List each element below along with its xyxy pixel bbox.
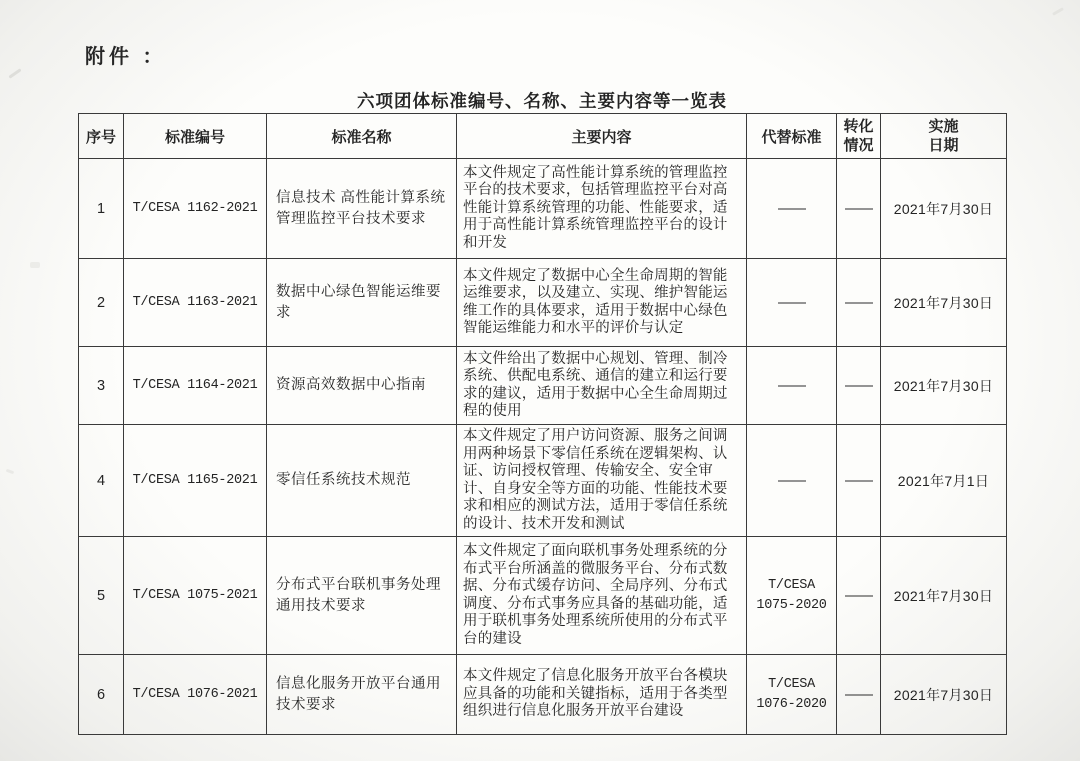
cell-conversion-status: ——: [837, 347, 881, 425]
cell-replaced-standard: T/CESA 1075-2020: [747, 537, 837, 655]
scan-artifact: [1052, 7, 1064, 16]
cell-main-content: 本文件规定了数据中心全生命周期的智能运维要求，以及建立、实现、维护智能运维工作的具体要求，适用于数据中心绿色智能运维能力和水平的评价与认定: [457, 259, 747, 347]
header-standard-code: 标准编号: [124, 114, 267, 159]
cell-replaced-standard: ——: [747, 259, 837, 347]
table-row: [79, 425, 1007, 537]
cell-standard-name: 数据中心绿色智能运维要求: [267, 259, 457, 347]
cell-standard-name: 资源高效数据中心指南: [267, 347, 457, 425]
cell-main-content: 本文件规定了用户访问资源、服务之间调用两种场景下零信任系统在逻辑架构、认证、访问授权管理、传输安全、安全审计、自身安全等方面的功能、性能技术要求和相应的测试方法，适用于零信任系统的设计、技术开发和测试: [457, 425, 747, 537]
cell-seq-no: 1: [79, 159, 124, 259]
table-row: [79, 159, 1007, 259]
cell-conversion-status: ——: [837, 159, 881, 259]
header-conversion-status: 转化情况: [837, 114, 881, 159]
cell-implementation-date: 2021年7月30日: [881, 159, 1007, 259]
cell-seq-no: 4: [79, 425, 124, 537]
cell-conversion-status: ——: [837, 425, 881, 537]
header-implementation-date: 实施日期: [881, 114, 1007, 159]
cell-replaced-standard: ——: [747, 159, 837, 259]
cell-standard-name: 分布式平台联机事务处理通用技术要求: [267, 537, 457, 655]
cell-implementation-date: 2021年7月30日: [881, 347, 1007, 425]
cell-main-content: 本文件规定了信息化服务开放平台各模块应具备的功能和关键指标，适用于各类型组织进行信息化服务开放平台建设: [457, 655, 747, 735]
page-title: 六项团体标准编号、名称、主要内容等一览表: [357, 91, 727, 111]
cell-replaced-standard: ——: [747, 347, 837, 425]
cell-standard-code: T/CESA 1165-2021: [124, 425, 267, 537]
cell-standard-name: 信息技术 高性能计算系统管理监控平台技术要求: [267, 159, 457, 259]
cell-standard-name: 信息化服务开放平台通用技术要求: [267, 655, 457, 735]
cell-standard-code: T/CESA 1163-2021: [124, 259, 267, 347]
header-seq-no: 序号: [79, 114, 124, 159]
header-standard-name: 标准名称: [267, 114, 457, 159]
cell-conversion-status: ——: [837, 259, 881, 347]
cell-replaced-standard: ——: [747, 425, 837, 537]
table-header-row: [79, 114, 1007, 159]
cell-standard-name: 零信任系统技术规范: [267, 425, 457, 537]
cell-standard-code: T/CESA 1075-2021: [124, 537, 267, 655]
header-main-content: 主要内容: [457, 114, 747, 159]
standards-table: [78, 113, 1007, 735]
cell-main-content: 本文件规定了高性能计算系统的管理监控平台的技术要求，包括管理监控平台对高性能计算系统管理的功能、性能要求，适用于高性能计算系统管理监控平台的设计和开发: [457, 159, 747, 259]
scan-artifact: [8, 68, 21, 78]
attachment-label: 附件 ：: [85, 46, 167, 68]
cell-replaced-standard: T/CESA 1076-2020: [747, 655, 837, 735]
cell-standard-code: T/CESA 1076-2021: [124, 655, 267, 735]
table-row: [79, 537, 1007, 655]
cell-seq-no: 3: [79, 347, 124, 425]
cell-implementation-date: 2021年7月30日: [881, 259, 1007, 347]
table-row: [79, 259, 1007, 347]
cell-standard-code: T/CESA 1162-2021: [124, 159, 267, 259]
cell-implementation-date: 2021年7月30日: [881, 655, 1007, 735]
cell-main-content: 本文件给出了数据中心规划、管理、制冷系统、供配电系统、通信的建立和运行要求的建议，适用于数据中心全生命周期过程的使用: [457, 347, 747, 425]
cell-standard-code: T/CESA 1164-2021: [124, 347, 267, 425]
scan-artifact: [30, 262, 40, 268]
cell-seq-no: 5: [79, 537, 124, 655]
cell-implementation-date: 2021年7月1日: [881, 425, 1007, 537]
header-replaced-standard: 代替标准: [747, 114, 837, 159]
cell-implementation-date: 2021年7月30日: [881, 537, 1007, 655]
cell-conversion-status: ——: [837, 537, 881, 655]
cell-seq-no: 2: [79, 259, 124, 347]
scan-artifact: [6, 469, 15, 475]
cell-seq-no: 6: [79, 655, 124, 735]
table-row: [79, 347, 1007, 425]
cell-main-content: 本文件规定了面向联机事务处理系统的分布式平台所涵盖的微服务平台、分布式数据、分布式缓存访问、全局序列、分布式调度、分布式事务应具备的基础功能，适用于联机事务处理系统所使用的分布式平台的建设: [457, 537, 747, 655]
cell-conversion-status: ——: [837, 655, 881, 735]
table-row: [79, 655, 1007, 735]
